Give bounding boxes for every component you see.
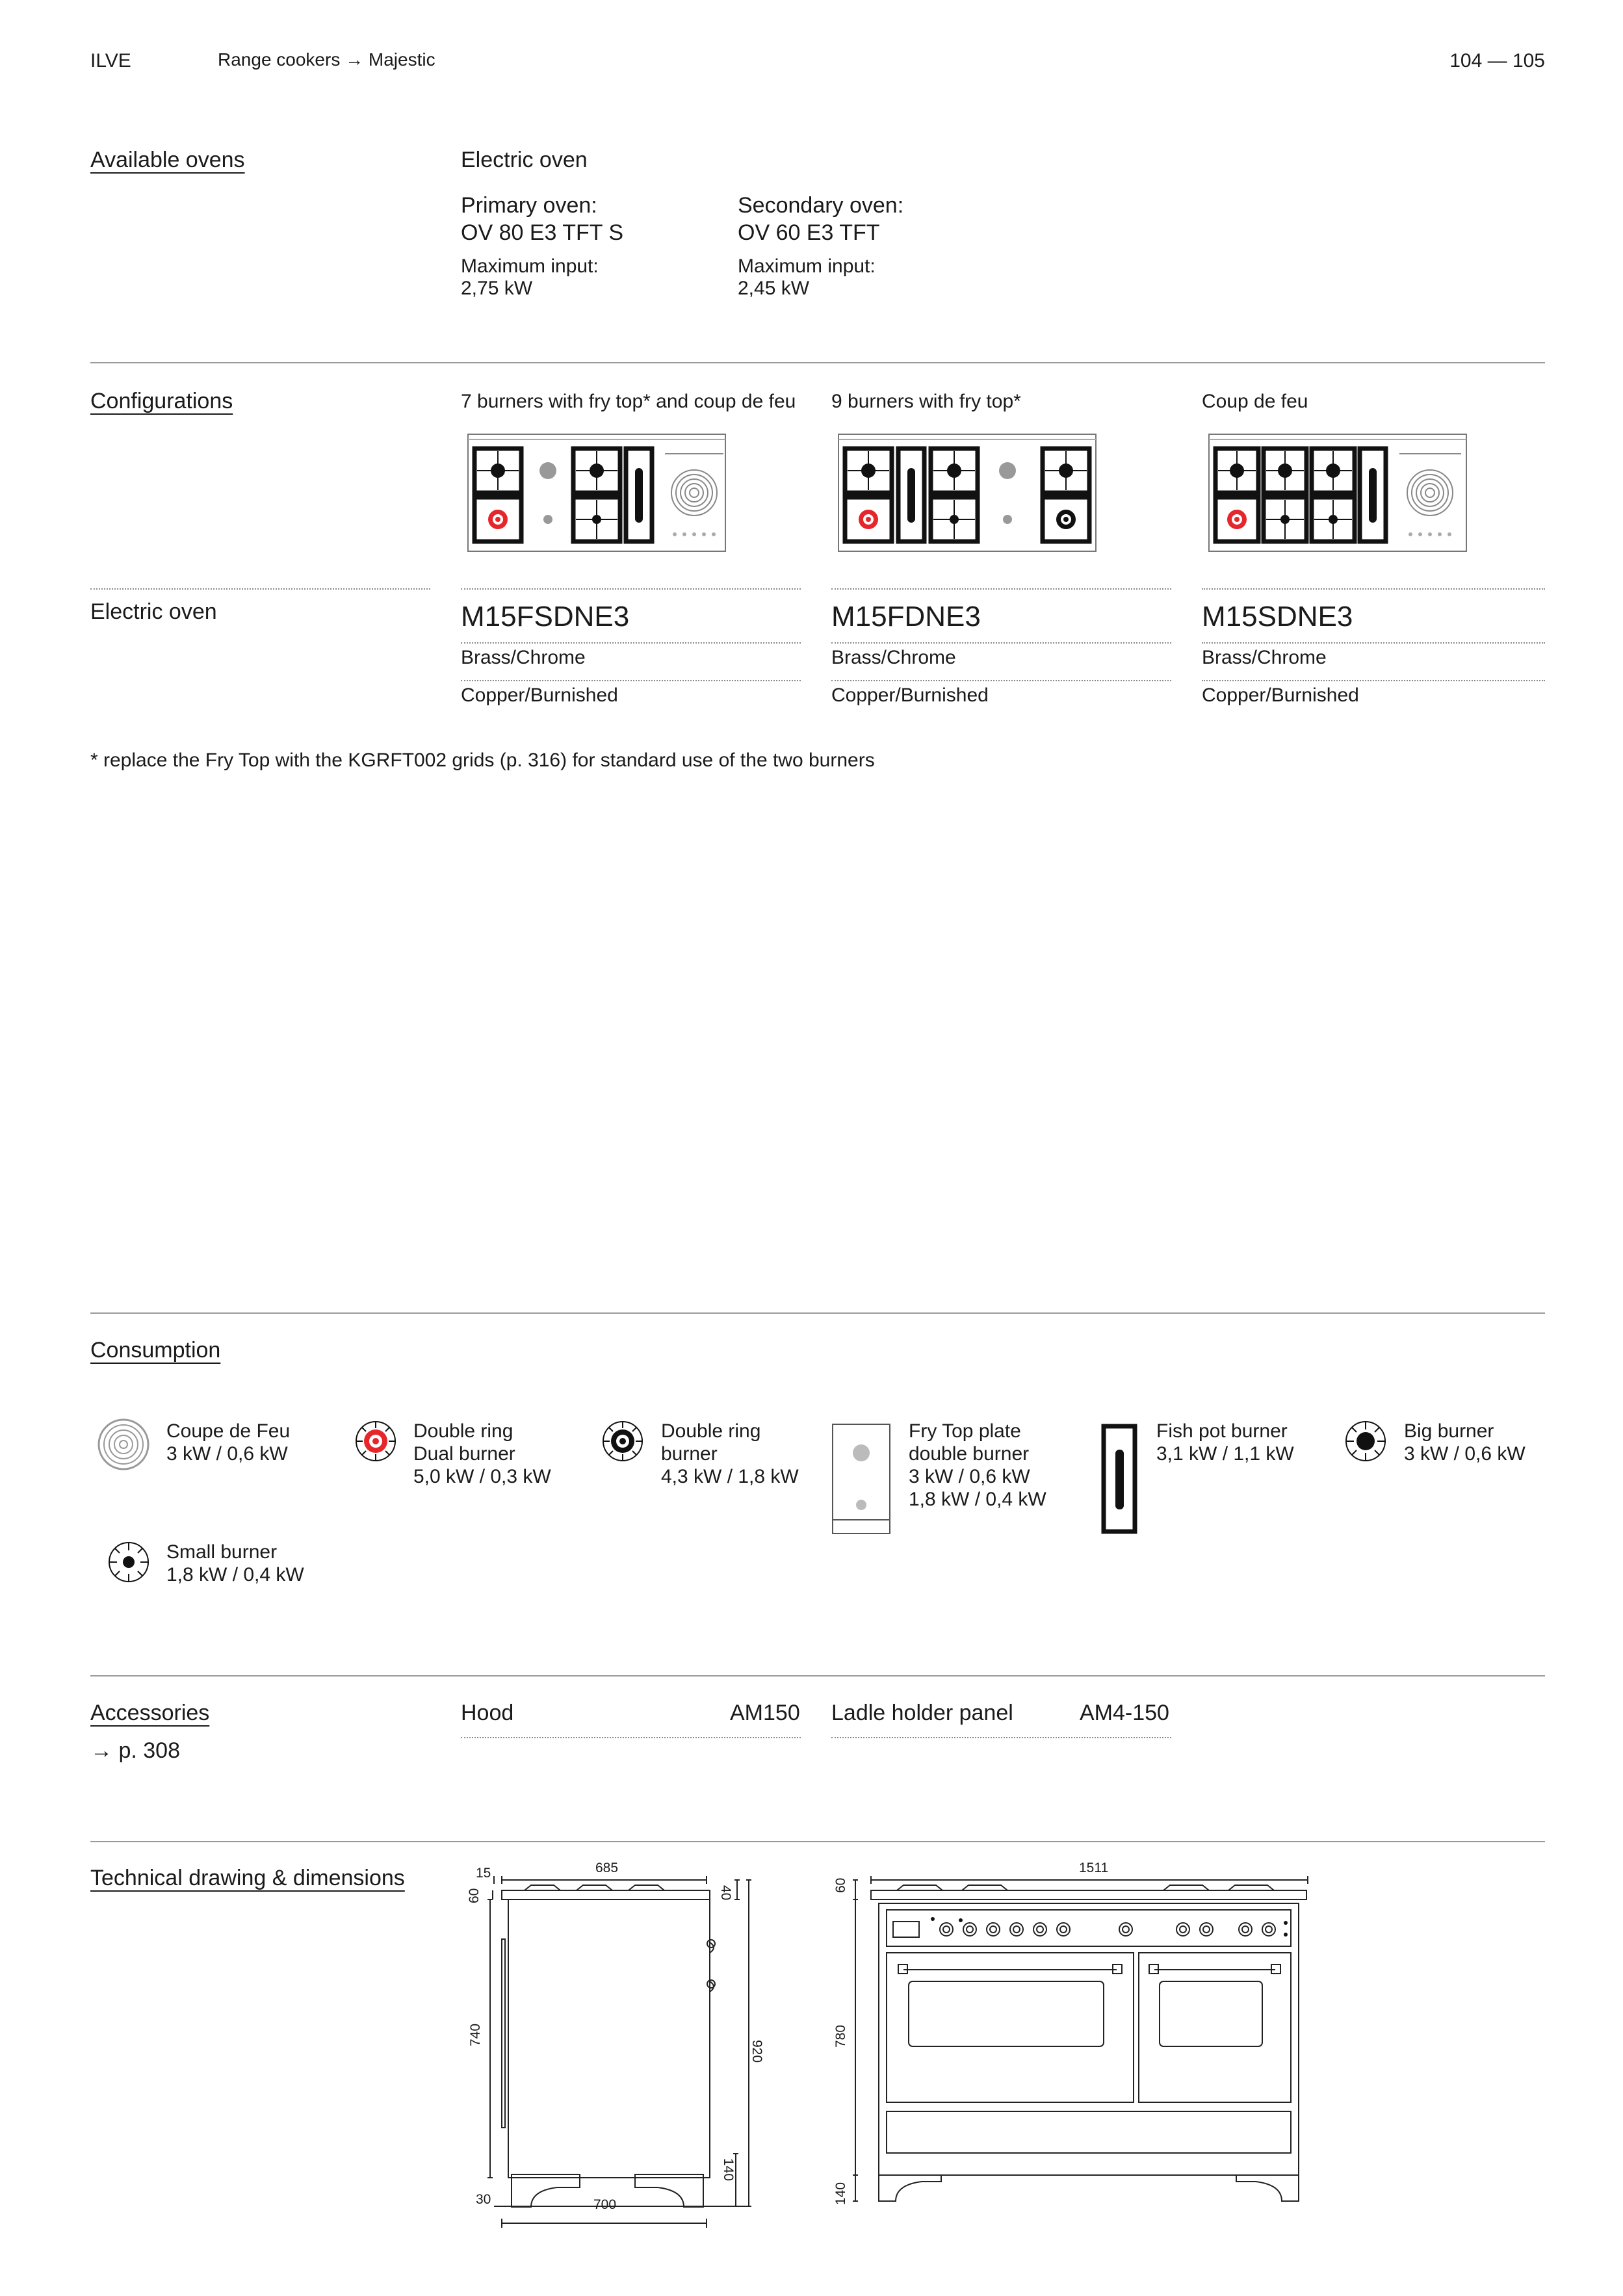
config-title-3: Coup de feu	[1202, 391, 1308, 412]
consumption-item: Double ring Dual burner 5,0 kW / 0,3 kW	[413, 1420, 551, 1487]
consumption-item: Big burner 3 kW / 0,6 kW	[1404, 1420, 1526, 1465]
primary-oven	[461, 192, 623, 300]
secondary-oven-label: Secondary oven:	[738, 193, 904, 218]
footnote: * replace the Fry Top with the KGRFT002 grids (p. 316) for standard use of the two burners	[90, 750, 875, 771]
big-burner-icon	[1344, 1420, 1387, 1463]
fish-pot-burner-icon	[1101, 1424, 1139, 1535]
double-ring-icon	[601, 1420, 644, 1463]
oven-type: Electric oven	[461, 148, 588, 172]
dimension-label: 1511	[1079, 1860, 1109, 1875]
consumption-item: Fry Top plate double burner 3 kW / 0,6 kW 1,8 kW / 0,4 kW	[909, 1420, 1046, 1510]
divider	[831, 680, 1171, 681]
grate-big-burner-icon	[1312, 449, 1355, 493]
config-title-1: 7 burners with fry top* and coup de feu	[461, 391, 796, 412]
consumption-item: Small burner 1,8 kW / 0,4 kW	[166, 1541, 304, 1585]
coupe-de-feu-icon	[97, 1418, 149, 1470]
small-burner-icon	[107, 1541, 150, 1584]
dimension-label: 700	[593, 2197, 617, 2212]
consumption-item: Coupe de Feu 3 kW / 0,6 kW	[166, 1420, 291, 1465]
dimension-label: 15	[476, 1866, 491, 1881]
divider	[461, 1737, 801, 1738]
fry-top-icon	[832, 1424, 892, 1535]
secondary-oven-model: OV 60 E3 TFT	[738, 220, 880, 245]
grate-big-burner-icon	[1264, 449, 1306, 493]
grate-big-burner-icon	[845, 449, 892, 493]
grate-small-burner-icon	[931, 497, 978, 541]
dimension-label: 780	[833, 2024, 848, 2048]
grate-small-burner-icon	[1312, 497, 1355, 541]
grate-big-burner-icon	[1215, 449, 1258, 493]
grate-double-ring-icon	[1043, 497, 1089, 541]
page-numbers: 104 — 105	[1449, 50, 1545, 72]
grate-double-ring-red-icon	[1215, 497, 1258, 541]
model-code-3: M15SDNE3	[1202, 601, 1353, 633]
section-divider	[90, 1675, 1545, 1676]
divider	[461, 588, 801, 590]
divider	[1202, 642, 1545, 644]
dimension-label: 60	[467, 1888, 482, 1903]
finish-option: Brass/Chrome	[831, 647, 956, 668]
accessory-code: AM150	[730, 1701, 800, 1725]
primary-oven-label: Primary oven:	[461, 193, 597, 218]
hob-diagram-9-burners	[837, 430, 1101, 554]
secondary-oven-input-value: 2,45 kW	[738, 278, 810, 299]
hob-diagram-7-burners	[467, 430, 731, 554]
grate-double-ring-red-icon	[474, 497, 521, 541]
grate-big-burner-icon	[931, 449, 978, 493]
technical-drawing-heading: Technical drawing & dimensions	[90, 1866, 405, 1890]
divider	[831, 642, 1171, 644]
finish-option: Copper/Burnished	[461, 685, 618, 706]
dimension-label: 920	[749, 2040, 764, 2063]
accessories-heading: Accessories	[90, 1701, 210, 1725]
divider	[1202, 680, 1545, 681]
grate-fish-pot-icon	[1360, 449, 1386, 541]
model-code-2: M15FDNE3	[831, 601, 981, 633]
divider	[1202, 588, 1545, 590]
primary-oven-input-value: 2,75 kW	[461, 278, 533, 299]
dimension-label: 140	[721, 2158, 736, 2182]
finish-option: Brass/Chrome	[1202, 647, 1327, 668]
accessories-page-link[interactable]: → p. 308	[90, 1738, 180, 1763]
divider	[461, 642, 801, 644]
dimension-label: 30	[476, 2192, 491, 2207]
grate-double-ring-red-icon	[845, 497, 892, 541]
consumption-item: Double ring burner 4,3 kW / 1,8 kW	[661, 1420, 799, 1487]
configurations-heading: Configurations	[90, 389, 233, 413]
consumption-heading: Consumption	[90, 1338, 221, 1363]
breadcrumb[interactable]: Range cookers → Majestic	[218, 49, 435, 70]
grate-fish-pot-icon	[898, 449, 924, 541]
consumption-item: Fish pot burner 3,1 kW / 1,1 kW	[1156, 1420, 1294, 1465]
finish-option: Brass/Chrome	[461, 647, 586, 668]
secondary-oven	[738, 192, 903, 300]
section-divider	[90, 1841, 1545, 1842]
secondary-oven-input-label: Maximum input:	[738, 255, 876, 277]
grate-big-burner-icon	[573, 449, 620, 493]
section-divider	[90, 1312, 1545, 1314]
dimension-label: 740	[468, 2023, 483, 2046]
grate-fish-pot-icon	[626, 449, 652, 541]
hob-diagram-coup-de-feu	[1208, 430, 1472, 554]
config-title-2: 9 burners with fry top*	[831, 391, 1021, 412]
accessory-name: Ladle holder panel	[831, 1701, 1013, 1725]
divider	[461, 680, 801, 681]
divider	[90, 588, 430, 590]
dimension-label: 60	[833, 1877, 848, 1893]
section-divider	[90, 362, 1545, 363]
accessory-code: AM4-150	[1080, 1701, 1169, 1725]
double-ring-red-icon	[354, 1420, 397, 1463]
grate-small-burner-icon	[1264, 497, 1306, 541]
primary-oven-model: OV 80 E3 TFT S	[461, 220, 624, 245]
grate-small-burner-icon	[573, 497, 620, 541]
finish-option: Copper/Burnished	[831, 685, 989, 706]
accessory-name: Hood	[461, 1701, 514, 1725]
finish-option: Copper/Burnished	[1202, 685, 1359, 706]
brand-name: ILVE	[90, 50, 131, 72]
dimension-label: 685	[595, 1860, 619, 1875]
available-ovens-heading: Available ovens	[90, 148, 245, 172]
primary-oven-input-label: Maximum input:	[461, 255, 599, 277]
grate-big-burner-icon	[1043, 449, 1089, 493]
divider	[831, 1737, 1171, 1738]
electric-oven-label: Electric oven	[90, 599, 217, 624]
front-view-drawing	[825, 1858, 1319, 2209]
model-code-1: M15FSDNE3	[461, 601, 630, 633]
dimension-label: 140	[833, 2182, 848, 2205]
side-view-drawing	[463, 1858, 768, 2212]
dimension-label: 40	[718, 1885, 733, 1901]
divider	[831, 588, 1171, 590]
grate-big-burner-icon	[474, 449, 521, 493]
